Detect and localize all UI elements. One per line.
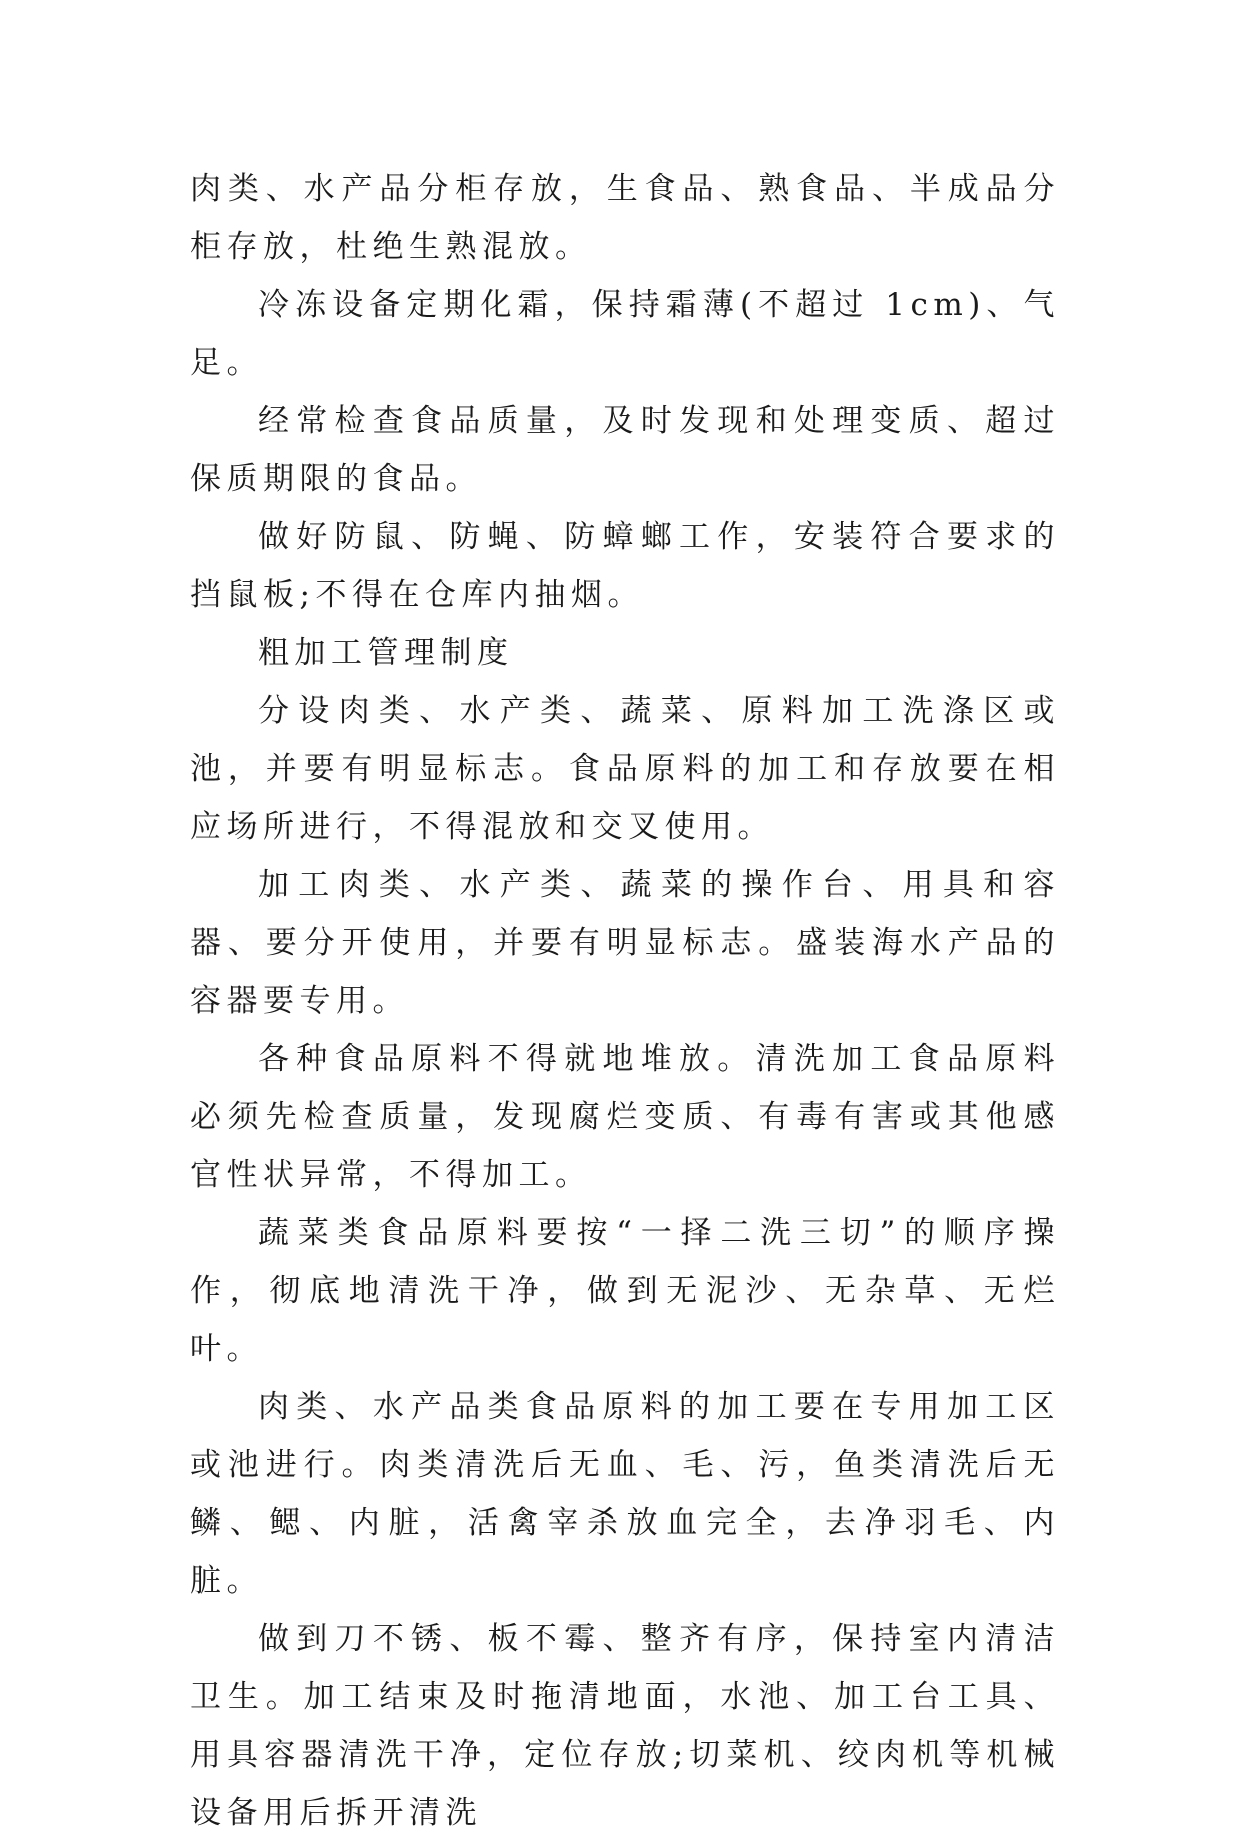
paragraph-cleanliness: 做到刀不锈、板不霉、整齐有序，保持室内清洁卫生。加工结束及时拖清地面，水池、加工台工具、用具容器清洗干净，定位存放;切菜机、绞肉机等机械设备用后拆开清洗 <box>190 1621 1060 1831</box>
paragraph-pest-control: 做好防鼠、防蝇、防蟑螂工作，安装符合要求的挡鼠板;不得在仓库内抽烟。 <box>190 519 1060 613</box>
paragraph-quality-check: 经常检查食品质量，及时发现和处理变质、超过保质期限的食品。 <box>190 403 1060 497</box>
paragraph-meat-seafood-processing: 肉类、水产品类食品原料的加工要在专用加工区或池进行。肉类清洗后无血、毛、污，鱼类清洗后无鳞、鳃、内脏，活禽宰杀放血完全，去净羽毛、内脏。 <box>190 1389 1060 1599</box>
paragraph-no-floor-stacking: 各种食品原料不得就地堆放。清洗加工食品原料必须先检查质量，发现腐烂变质、有毒有害或其他感官性状异常，不得加工。 <box>190 1041 1060 1193</box>
paragraph-vegetable-processing: 蔬菜类食品原料要按“一择二洗三切”的顺序操作，彻底地清洗干净，做到无泥沙、无杂草、无烂叶。 <box>190 1215 1060 1367</box>
section-heading-rough-processing: 粗加工管理制度 <box>258 635 514 671</box>
paragraph-storage-separation: 肉类、水产品分柜存放，生食品、熟食品、半成品分柜存放，杜绝生熟混放。 <box>190 171 1060 265</box>
paragraph-washing-areas: 分设肉类、水产类、蔬菜、原料加工洗涤区或池，并要有明显标志。食品原料的加工和存放要在相应场所进行，不得混放和交叉使用。 <box>190 693 1060 845</box>
document-body <box>190 160 1060 1842</box>
paragraph-defrost: 冷冻设备定期化霜，保持霜薄(不超过 1cm)、气足。 <box>190 287 1060 381</box>
paragraph-separate-tools: 加工肉类、水产类、蔬菜的操作台、用具和容器、要分开使用，并要有明显标志。盛装海水产品的容器要专用。 <box>190 867 1060 1019</box>
